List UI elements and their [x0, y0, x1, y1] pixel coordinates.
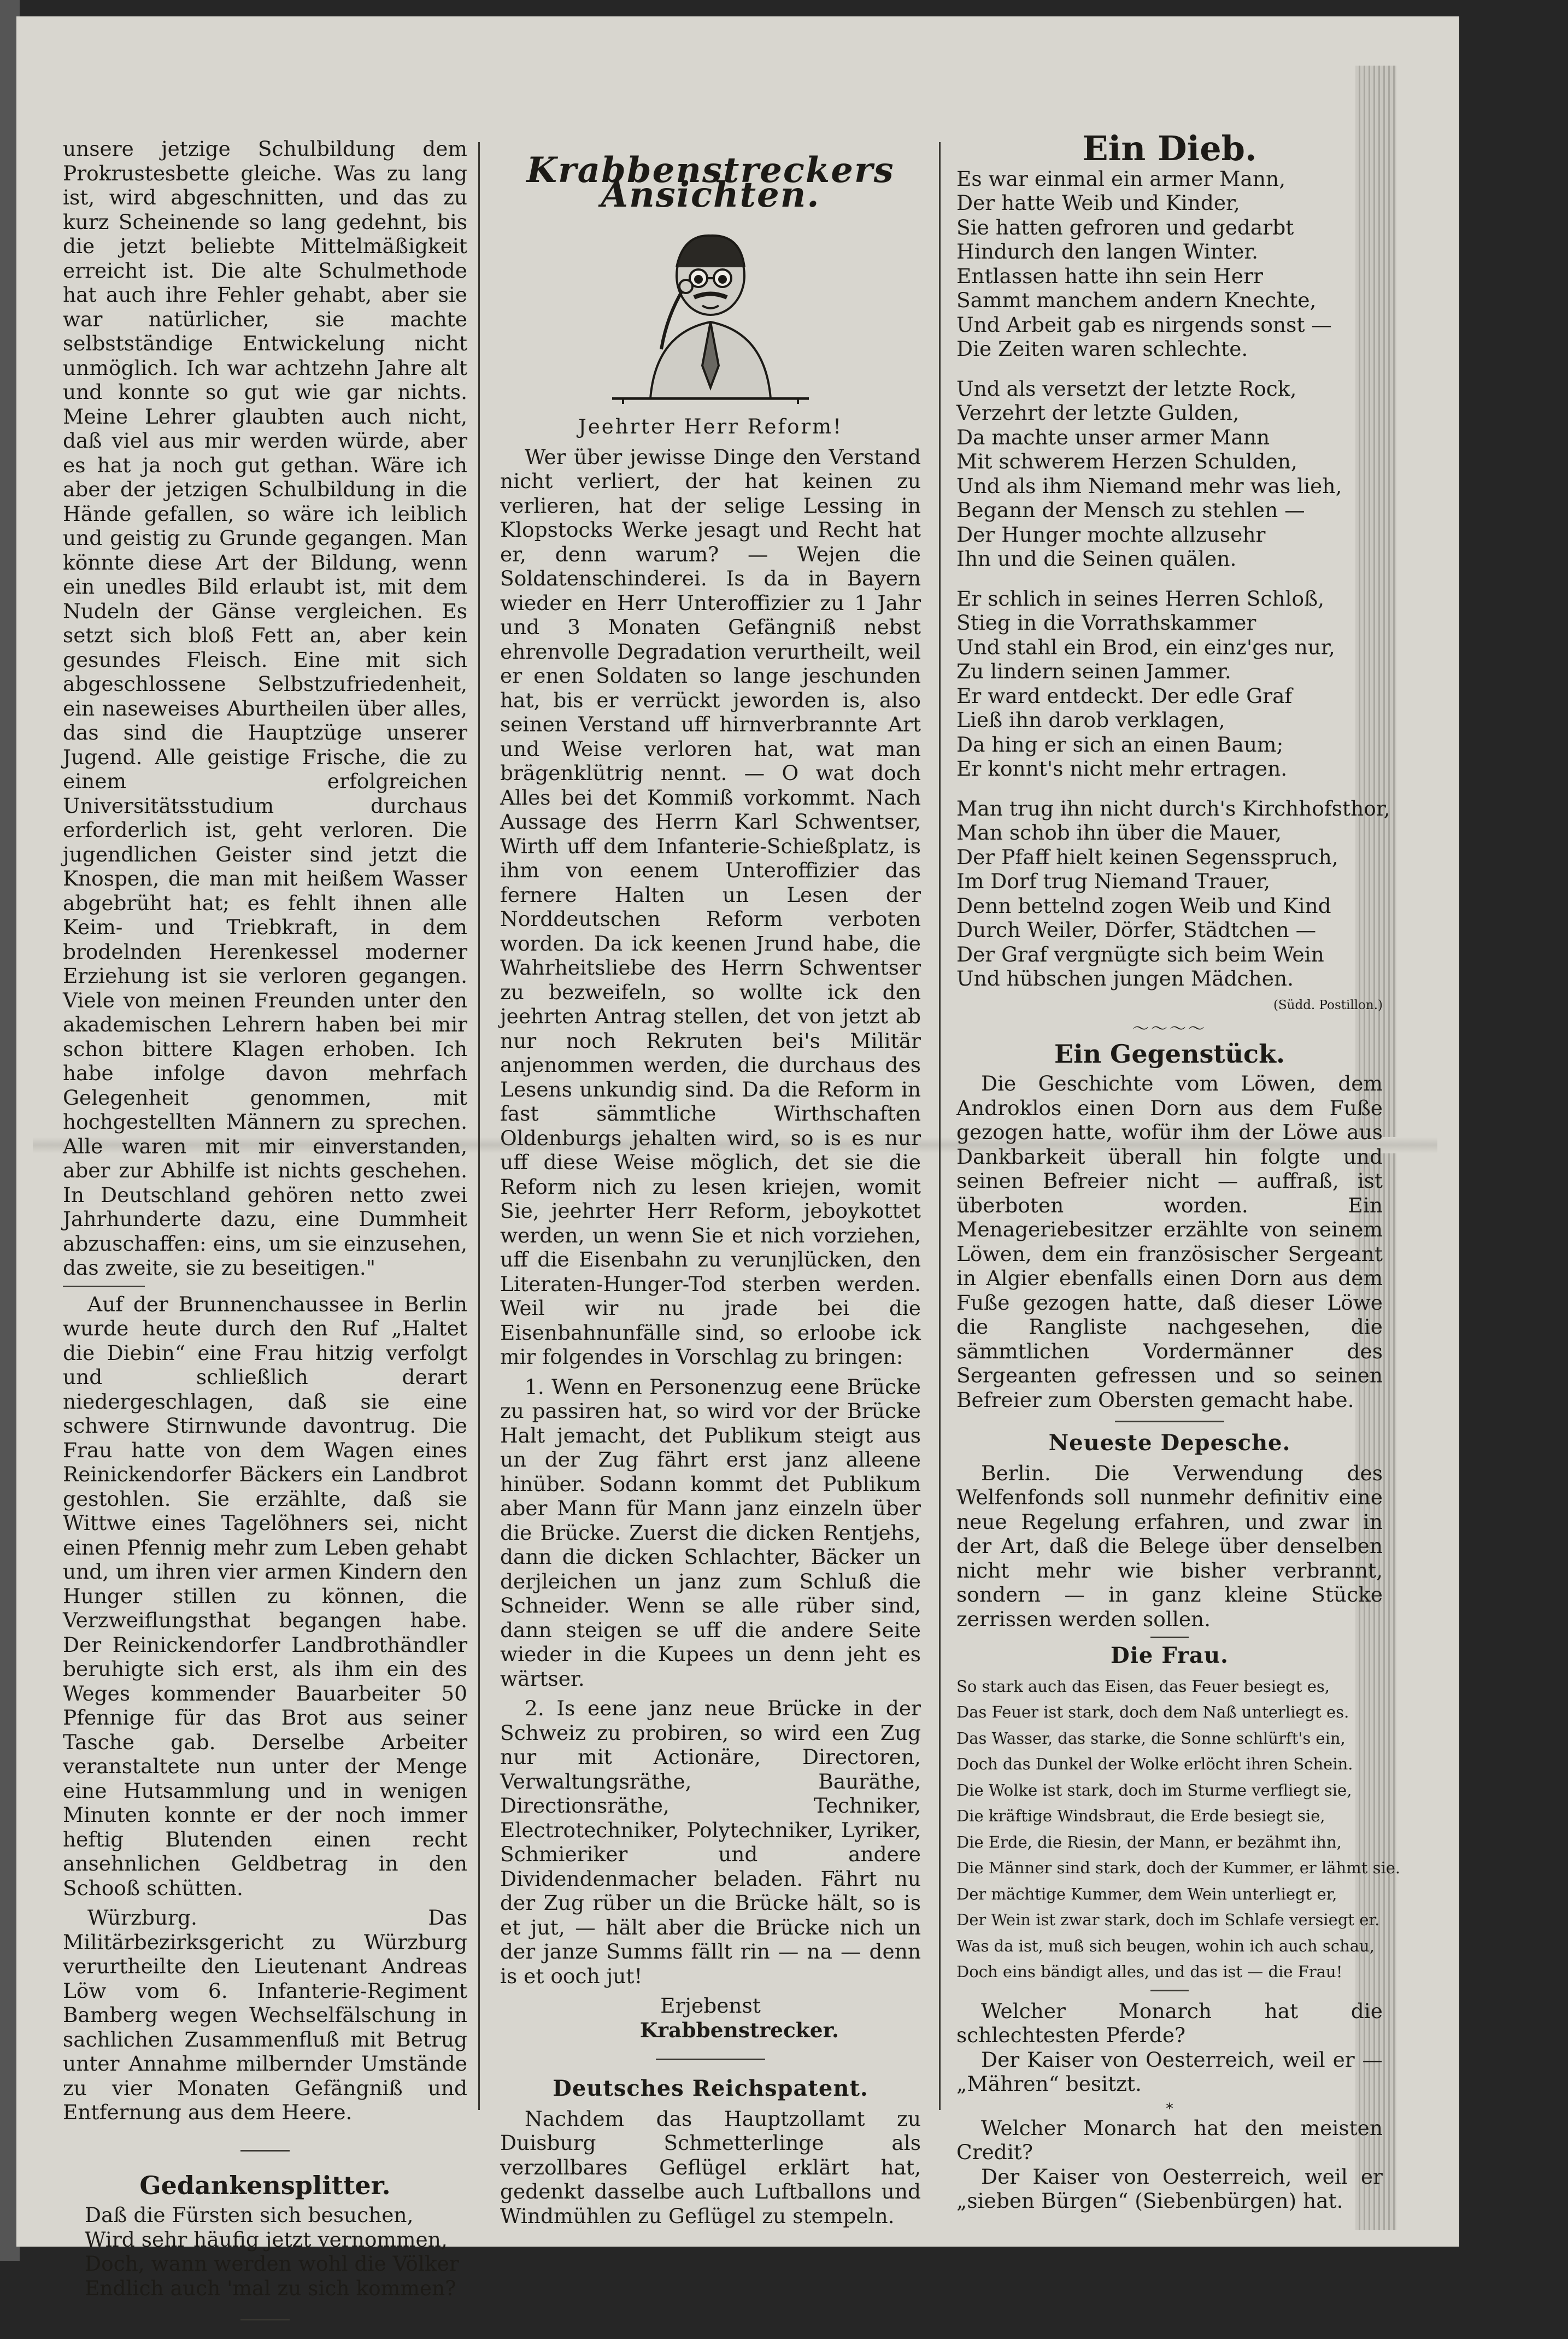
letter-paragraph: Wer über jewisse Dinge den Verstand nicht verliert, der hat keinen zu verlieren, hat der selige Lessing in Klopstocks Werke jesagt und Recht hat er, denn warum? — Wejen die Soldatenschinderei. Is da in Bayern wieder en Herr Unteroffizier zu 1 Jahr und 3 Monaten Gefängniß nebst ehrenvolle Degradation verurtheilt, weil er enen Soldaten so lange jeschunden hat, bis er verrückt jeworden is, also seinen Verstand uff hirnverbrannte Art und Weise verloren hat, wat man brägenklütrig nennt. — O wat doch Alles bei det Kommiß vorkommt. Nach Aussage des Herrn Karl Schwentser, Wirth uff dem Infanterie-Schießplatz, is ihm von eenem Unteroffizier das fernere Halten un Lesen der Norddeutschen Reform verboten worden. Da ick keenen Jrund habe, die Wahrheitsliebe des Herrn Schwentser zu bezweifeln, so wollte ick den jeehrten Antrag stellen, det von jetzt ab nur noch Rekruten bei's Militär anjenommen werden, die durchaus des Lesens unkundig sind. Da die Reform in fast sämmtliche Wirthschaften Oldenburgs jehalten wird, so is es nur uff diese Weise möglich, det sie die Reform nich zu lesen kriejen, womit Sie, jeehrter Herr Reform, jeboykottet werden, un wenn Sie et nich vorziehen, uff die Eisenbahn zu verunjlücken, den Literaten-Hunger-Tod sterben werden. Weil wir nu jrade bei die Eisenbahnunfälle sind, so erloobe ick mir folgendes in Vorschlag zu bringen: — [500, 444, 921, 1369]
salutation: Jeehrter Herr Reform! — [578, 415, 843, 438]
column-rule-left — [478, 142, 480, 2110]
poem-line: Der Hunger mochte allzusehr — [956, 522, 1266, 547]
wuerzburg-text: Würzburg. Das Militärbezirksgericht zu Würzburg verurtheilte den Lieutenant Andreas Löw vom 6. Infanterie-Regiment Bamberg wegen Wechselfälschung in sachlichen Zusammenfluß mit Betrug unter Annahme milbernder Umstände zu vier Monaten Gefängniß und Entfernung aus dem Heere. — [63, 1906, 467, 2124]
section-divider — [1150, 1990, 1189, 1991]
poem-line: Doch das Dunkel der Wolke erlöcht ihren Schein. — [956, 1755, 1353, 1773]
poem-line: Der Graf vergnügte sich beim Wein — [956, 942, 1324, 966]
riddle-question: Welcher Monarch hat die schlechtesten Pferde? — [956, 1998, 1383, 2047]
poem-line: Zu lindern seinen Jammer. — [956, 659, 1231, 683]
star-separator: * — [1166, 2100, 1173, 2117]
poem-line: So stark auch das Eisen, das Feuer besiegt es, — [956, 1676, 1330, 1696]
poem-line: Die Wolke ist stark, doch im Sturme verfliegt sie, — [956, 1780, 1352, 1799]
poem-line: Im Dorf trug Niemand Trauer, — [956, 869, 1271, 893]
reichspatent-title: Deutsches Reichspatent. — [553, 2076, 868, 2101]
poem-line: Stieg in die Vorrathskammer — [956, 611, 1256, 635]
krabbenstrecker-cartoon-image — [601, 224, 820, 404]
poem-line: Die kräftige Windsbraut, die Erde besiegt sie, — [956, 1807, 1325, 1825]
poem-line: Der hatte Weib und Kinder, — [956, 191, 1240, 215]
poem-line: Die Erde, die Riesin, der Mann, er bezähmt ihn, — [956, 1832, 1342, 1851]
poem-line: Und hübschen jungen Mädchen. — [956, 966, 1294, 990]
poem-line: Sie hatten gefroren und gedarbt — [956, 215, 1294, 239]
dieb-source: (Südd. Postillon.) — [1273, 998, 1383, 1012]
poem-line: Der Pfaff hielt keinen Segensspruch, — [956, 845, 1338, 869]
column-3 — [956, 128, 1401, 2219]
poem-line: Hindurch den langen Winter. — [956, 239, 1259, 263]
poem-line: Er konnt's nicht mehr ertragen. — [956, 757, 1288, 781]
letter-signature: Krabbenstrecker. — [639, 2018, 839, 2042]
poem-line: Der Wein ist zwar stark, doch im Schlafe versiegt er. — [956, 1910, 1380, 1929]
letter-paragraph: 1. Wenn en Personenzug eene Brücke zu passiren hat, so wird vor der Brücke Halt jemacht, det Publikum steigt aus un der Zug fährt erst janz alleene hinüber. Sodann kommt det Publikum aber Mann für Mann janz einzeln über die Brücke. Zuerst die dicken Rentjehs, dann die dicken Schlachter, Bäcker un derjleichen un janz zum Schluß die Schneider. Wenn se alle rüber sind, dann steigen se uff die andere Seite wieder in die Kupees un denn jeht es wärtser. — [500, 1374, 921, 1691]
dieb-stanza — [956, 377, 1383, 571]
poem-line: Da machte unser armer Mann — [956, 425, 1270, 449]
poem-line: Durch Weiler, Dörfer, Städtchen — — [956, 918, 1317, 942]
poem-line: Verzehrt der letzte Gulden, — [956, 401, 1240, 425]
section-divider — [1150, 1637, 1189, 1638]
gegenstueck-text: Die Geschichte vom Löwen, dem Androklos einen Dorn aus dem Fuße gezogen hatte, wofür ihm der Löwe aus Dankbarkeit überall hin folgte und seinen Befreier nicht — auffraß, ist überboten worden. Ein Menageriebesitzer erzählte von seinem Löwen, dem ein französischer Sergeant in Algier ebenfalls einen Dorn aus dem Fuße gezogen hatte, daß dieser Löwe die Rangliste nachgesehen, die sämmtlichen Vordermänner des Sergeanten gefressen und so seinen Befreier zum Obersten gemacht habe. — [956, 1071, 1383, 1412]
poem-line: Das Wasser, das starke, die Sonne schlürft's ein, — [956, 1728, 1346, 1748]
dieb-stanza — [956, 587, 1383, 781]
frau-title: Die Frau. — [1111, 1643, 1229, 1668]
dieb-title: Ein Dieb. — [1082, 128, 1257, 168]
gedankensplitter-poem — [85, 2203, 467, 2300]
poem-line: Begann der Mensch zu stehlen — — [956, 498, 1305, 522]
poem-line: Ließ ihn darob verklagen, — [956, 708, 1225, 732]
gedankensplitter-title: Gedankensplitter. — [139, 2170, 391, 2200]
riddle-question: Welcher Monarch hat den meisten Credit? — [956, 2115, 1383, 2164]
dieb-stanza — [956, 796, 1390, 991]
poem-line: Und als versetzt der letzte Rock, — [956, 376, 1297, 401]
poem-line: Wird sehr häufig jetzt vernommen, — [85, 2227, 448, 2252]
depesche-text: Berlin. Die Verwendung des Welfenfonds soll nunmehr definitiv eine neue Regelung erfahren, und zwar in der Art, daß die Belege über denselben nicht mehr wie bisher verbrannt, sondern — in ganz kleine Stücke zerrissen werden sollen. — [956, 1461, 1383, 1631]
poem-line: Das Feuer ist stark, doch dem Naß unterliegt es. — [956, 1703, 1349, 1721]
masthead-title: Krabbenstreckers Ansichten. — [526, 150, 895, 215]
section-divider — [1115, 1421, 1224, 1422]
schulbildung-text: unsere jetzige Schulbildung dem Prokrustesbette gleiche. Was zu lang ist, wird abgeschnitten, und das zu kurz Scheinende so lang gedehnt, bis die jetzt beliebte Mittelmäßigkeit erreicht ist. Die alte Schulmethode hat auch ihre Fehler gehabt, aber sie war natürlicher, sie machte selbstständige Entwickelung nicht unmöglich. Ich war achtzehn Jahre alt und konnte so gut wie gar nichts. Meine Lehrer glaubten auch nicht, daß viel aus mir werden würde, aber es hat ja noch gut gethan. Wäre ich aber der jetzigen Schulbildung in die Hände gefallen, so wäre ich leiblich und geistig zu Grunde gegangen. Man könnte diese Art der Bildung, wenn ein unedles Bild erlaubt ist, mit dem Nudeln der Gänse vergleichen. Es setzt sich bloß Fett an, aber kein gesundes Fleisch. Eine mit sich abgeschlossene Selbstzufriedenheit, ein naseweises Aburtheilen über alles, das sind die Hauptzüge unserer Jugend. Alle geistige Frische, die zu einem erfolgreichen Universitätsstudium durchaus erforderlich ist, geht verloren. Die jugendlichen Geister sind jetzt die Knospen, die man mit heißem Wasser abgebrüht hat; es fehlt ihnen alle Keim- und Triebkraft, in dem brodelnden Herenkessel moderner Erziehung ist sie verloren gegangen. Viele von meinen Freunden unter den akademischen Lehrern haben bei mir schon bittere Klagen erhoben. Ich habe infolge davon mehrfach Gelegenheit genommen, mit hochgestellten Männern zu sprechen. Alle waren mit mir einverstanden, aber zur Abhilfe ist nichts geschehen. In Deutschland gehören netto zwei Jahrhunderte dazu, eine Dummheit abzuschaffen: eins, um sie einzusehen, das zweite, sie zu beseitigen." — [63, 137, 467, 1280]
poem-line: Und Arbeit gab es nirgends sonst — — [956, 312, 1332, 337]
riddle-answer: Der Kaiser von Oesterreich, weil er „sieben Bürgen“ (Siebenbürgen) hat. — [956, 2164, 1383, 2213]
poem-line: Die Zeiten waren schlechte. — [956, 337, 1248, 361]
wavy-divider: 〜〜〜〜 — [1132, 1019, 1207, 1039]
poem-line: Da hing er sich an einen Baum; — [956, 732, 1284, 757]
column-2 — [500, 137, 921, 2234]
reichspatent-text: Nachdem das Hauptzollamt zu Duisburg Schmetterlinge als verzollbares Geflügel erklärt hat, gedenkt dasselbe auch Luftballons und Windmühlen zu Geflügel zu stempeln. — [500, 2106, 921, 2228]
poem-line: Denn bettelnd zogen Weib und Kind — [956, 893, 1331, 918]
column-1 — [63, 137, 467, 2339]
depesche-title: Neueste Depesche. — [1048, 1430, 1291, 1456]
letter-paragraph: 2. Is eene janz neue Brücke in der Schweiz zu probiren, so wird een Zug nur mit Actionäre, Directoren, Verwaltungsräthe, Bauräthe, Directionsräthe, Techniker, Electrotechniker, Polytechniker, Lyriker, Schmieriker und andere Dividendenmacher beladen. Fährt nu der Zug rüber un die Brücke hält, so is et jut, — hält aber die Brücke nich un der janze Summs fällt rin — na — denn is et ooch jut! — [500, 1696, 921, 1988]
poem-line: Es war einmal ein armer Mann, — [956, 166, 1286, 191]
poem-line: Doch eins bändigt alles, und das ist — die Frau! — [956, 1962, 1343, 1981]
poem-line: Doch, wann werden wohl die Völker — [85, 2252, 459, 2276]
poem-line: Er ward entdeckt. Der edle Graf — [956, 683, 1293, 708]
poem-line: Der mächtige Kummer, dem Wein unterliegt er, — [956, 1884, 1337, 1903]
poem-line: Er schlich in seines Herren Schloß, — [956, 586, 1325, 611]
poem-line: Man schob ihn über die Mauer, — [956, 820, 1282, 845]
riddle-answer: Der Kaiser von Oesterreich, weil er — „Mähren“ besitzt. — [956, 2047, 1383, 2096]
letter-closing: Erjebenst — [660, 1994, 761, 2018]
poem-line: Ihn und die Seinen quälen. — [956, 547, 1237, 571]
column-rule-right — [939, 142, 941, 2110]
poem-line: Entlassen hatte ihn sein Herr — [956, 263, 1263, 288]
poem-line: Daß die Fürsten sich besuchen, — [85, 2203, 414, 2227]
short-divider — [240, 2150, 290, 2152]
gegenstueck-title: Ein Gegenstück. — [1054, 1039, 1285, 1069]
poem-line: Mit schwerem Herzen Schulden, — [956, 449, 1297, 473]
frau-poem — [956, 1674, 1401, 1985]
section-divider — [656, 2059, 765, 2060]
poem-line: Und als ihm Niemand mehr was lieh, — [956, 473, 1342, 498]
poem-line: Was da ist, muß sich beugen, wohin ich auch schau, — [956, 1936, 1375, 1955]
short-divider — [240, 2319, 290, 2320]
brunnenchaussee-text: Auf der Brunnenchaussee in Berlin wurde heute durch den Ruf „Haltet die Diebin“ eine Frau hitzig verfolgt und schließlich derart niedergeschlagen, daß sie eine schwere Stirnwunde davontrug. Die Frau hatte von dem Wagen eines Reinickendorfer Bäckers ein Landbrot gestohlen. Sie erzählte, daß sie Wittwe eines Tagelöhners sei, nicht einen Pfennig mehr zum Leben gehabt und, um ihren vier armen Kindern den Hunger stillen zu können, die Verzweiflungsthat begangen habe. Der Reinickendorfer Landbrothändler beruhigte sich erst, als ihm ein des Weges kommender Bauarbeiter 50 Pfennige für das Brot aus seiner Tasche gab. Derselbe Arbeiter veranstaltete nun unter der Menge eine Hutsammlung und in wenigen Minuten konnte er der noch immer heftig Blutenden einen recht ansehnlichen Geldbetrag in den Schooß schütten. — [63, 1292, 467, 1900]
short-divider — [63, 1286, 145, 1287]
newspaper-page — [16, 16, 1459, 2300]
poem-line: Die Männer sind stark, doch der Kummer, er lähmt sie. — [956, 1859, 1401, 1877]
poem-line: Man trug ihn nicht durch's Kirchhofsthor, — [956, 796, 1390, 820]
poem-line: Sammt manchem andern Knechte, — [956, 288, 1317, 312]
poem-line: Endlich auch 'mal zu sich kommen? — [85, 2276, 456, 2300]
dieb-stanza — [956, 167, 1383, 361]
poem-line: Und stahl ein Brod, ein einz'ges nur, — [956, 635, 1335, 659]
